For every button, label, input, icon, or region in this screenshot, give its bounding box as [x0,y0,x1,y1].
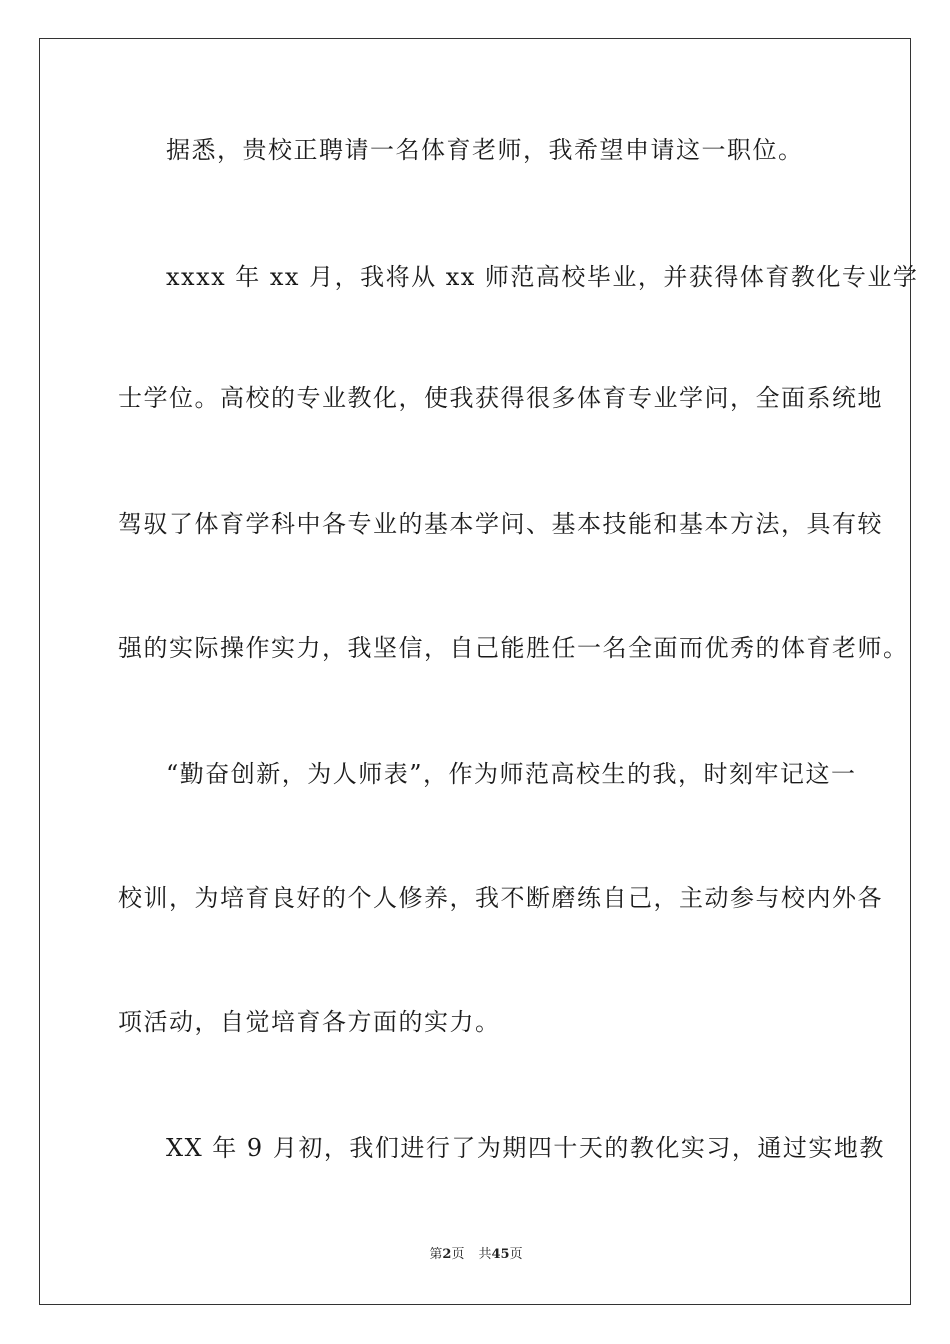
paragraph-line-1: 据悉，贵校正聘请一名体育老师，我希望申请这一职位。 [166,136,804,164]
page-frame [39,38,919,1305]
page-footer [40,1247,912,1263]
paragraph-line-5: 强的实际操作实力，我坚信，自己能胜任一名全面而优秀的体育老师。 [118,634,909,662]
total-prefix: 共 [478,1247,492,1262]
page-prefix: 第 [429,1247,443,1262]
paragraph-line-2: xxxx 年 xx 月，我将从 xx 师范高校毕业，并获得体育教化专业学 [166,263,919,291]
total-suffix: 页 [509,1247,523,1262]
paragraph-line-8: 项活动，自觉培育各方面的实力。 [118,1008,501,1036]
page-number: 2 [442,1247,452,1262]
paragraph-line-4: 驾驭了体育学科中各专业的基本学问、基本技能和基本方法，具有较 [118,510,883,538]
paragraph-line-9: XX 年 9 月初，我们进行了为期四十天的教化实习，通过实地教 [166,1134,885,1162]
paragraph-line-6: “勤奋创新，为人师表”，作为师范高校生的我，时刻牢记这一 [166,760,857,788]
paragraph-line-3: 士学位。高校的专业教化，使我获得很多体育专业学问，全面系统地 [118,384,883,412]
total-pages: 45 [491,1247,510,1262]
paragraph-line-7: 校训，为培育良好的个人修养，我不断磨练自己，主动参与校内外各 [118,884,883,912]
page-suffix: 页 [451,1247,465,1262]
